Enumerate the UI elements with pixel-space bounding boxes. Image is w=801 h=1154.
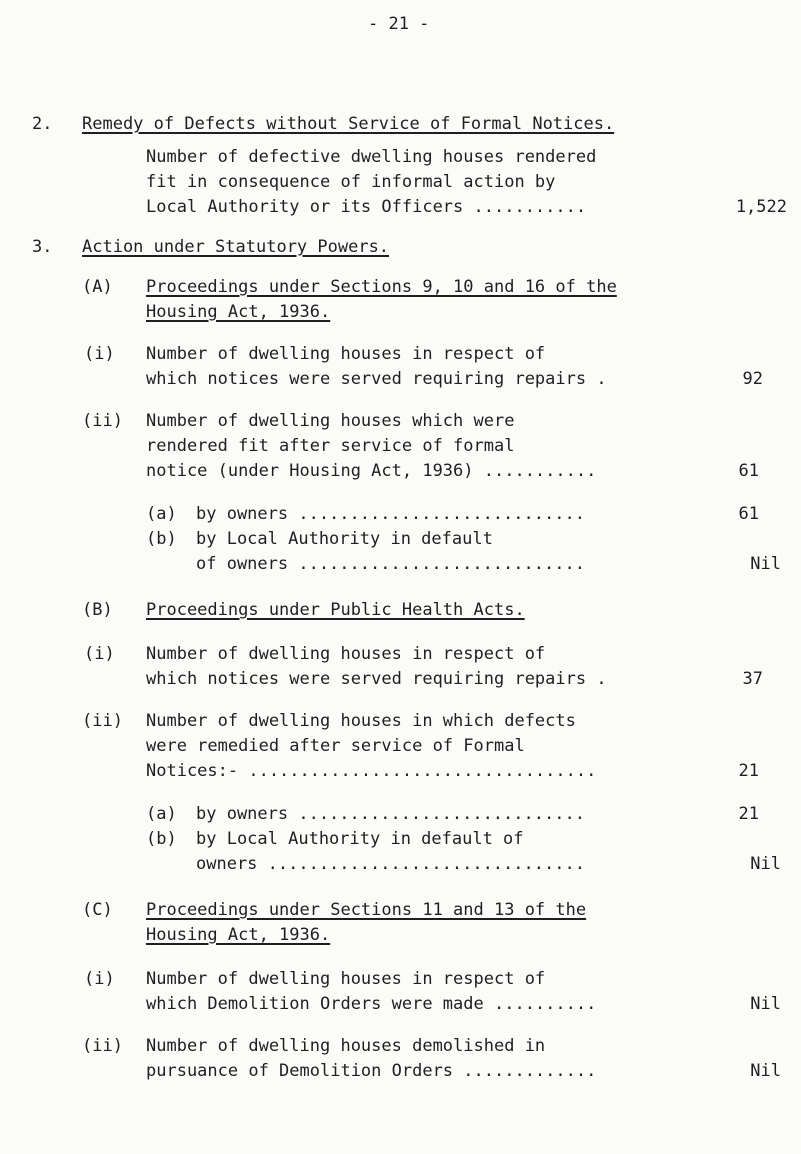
- part-b-label: (B): [82, 600, 113, 620]
- part-a-ii-line1: Number of dwelling houses which were: [146, 411, 515, 431]
- part-a-a-label: (a): [146, 504, 177, 524]
- part-a-i-line1: Number of dwelling houses in respect of: [146, 344, 546, 364]
- part-a-ii-label: (ii): [82, 411, 123, 431]
- part-b-ii-label: (ii): [82, 711, 123, 731]
- part-a-b-value: Nil: [750, 554, 781, 574]
- part-b-ii-line1: Number of dwelling houses in which defects: [146, 711, 576, 731]
- part-c-ii-line1: Number of dwelling houses demolished in: [146, 1036, 546, 1056]
- part-a-b-line2: of owners ............................: [196, 554, 585, 574]
- part-a-label: (A): [82, 277, 113, 297]
- part-c-heading-line2: Housing Act, 1936.: [146, 925, 331, 945]
- section-2-heading: Remedy of Defects without Service of Formal Notices.: [82, 114, 615, 134]
- part-b-ii-line3: Notices:- ..................................: [146, 761, 597, 781]
- part-b-b-line2: owners ...............................: [196, 854, 585, 874]
- part-b-i-value: 37: [742, 669, 763, 689]
- part-a-ii-line2: rendered fit after service of formal: [146, 436, 515, 456]
- part-b-i-line2: which notices were served requiring repairs .: [146, 669, 607, 689]
- part-c-heading-line1: Proceedings under Sections 11 and 13 of the: [146, 900, 587, 920]
- part-a-a-value: 61: [738, 504, 759, 524]
- part-b-b-value: Nil: [750, 854, 781, 874]
- section-2-line1: Number of defective dwelling houses rendered: [146, 147, 597, 167]
- part-c-i-line1: Number of dwelling houses in respect of: [146, 969, 546, 989]
- part-a-ii-value: 61: [738, 461, 759, 481]
- part-a-ii-line3: notice (under Housing Act, 1936) ...........: [146, 461, 597, 481]
- part-b-ii-value: 21: [738, 761, 759, 781]
- part-a-b-label: (b): [146, 529, 177, 549]
- part-c-i-value: Nil: [750, 994, 781, 1014]
- page-number: - 21 -: [368, 14, 430, 34]
- part-b-a-label: (a): [146, 804, 177, 824]
- section-2-number: 2.: [32, 114, 53, 134]
- part-b-ii-line2: were remedied after service of Formal: [146, 736, 525, 756]
- part-a-a-line1: by owners ............................: [196, 504, 585, 524]
- part-a-heading-line2: Housing Act, 1936.: [146, 302, 331, 322]
- section-2-line3: Local Authority or its Officers ...........: [146, 197, 587, 217]
- section-3-heading: Action under Statutory Powers.: [82, 237, 390, 257]
- part-a-i-label: (i): [84, 344, 115, 364]
- part-a-heading-line1: Proceedings under Sections 9, 10 and 16 of the: [146, 277, 617, 297]
- part-b-heading: Proceedings under Public Health Acts.: [146, 600, 525, 620]
- section-2-line2: fit in consequence of informal action by: [146, 172, 556, 192]
- part-c-label: (C): [82, 900, 113, 920]
- part-c-ii-value: Nil: [750, 1061, 781, 1081]
- part-c-i-line2: which Demolition Orders were made ..........: [146, 994, 597, 1014]
- part-b-a-line1: by owners ............................: [196, 804, 585, 824]
- part-b-i-label: (i): [84, 644, 115, 664]
- part-c-i-label: (i): [84, 969, 115, 989]
- part-b-i-line1: Number of dwelling houses in respect of: [146, 644, 546, 664]
- part-c-ii-line2: pursuance of Demolition Orders .............: [146, 1061, 597, 1081]
- part-a-i-value: 92: [742, 369, 763, 389]
- section-3-number: 3.: [32, 237, 53, 257]
- part-c-ii-label: (ii): [82, 1036, 123, 1056]
- section-2-value: 1,522: [735, 197, 787, 217]
- part-b-b-label: (b): [146, 829, 177, 849]
- part-a-b-line1: by Local Authority in default: [196, 529, 493, 549]
- part-b-b-line1: by Local Authority in default of: [196, 829, 524, 849]
- part-b-a-value: 21: [738, 804, 759, 824]
- part-a-i-line2: which notices were served requiring repairs .: [146, 369, 607, 389]
